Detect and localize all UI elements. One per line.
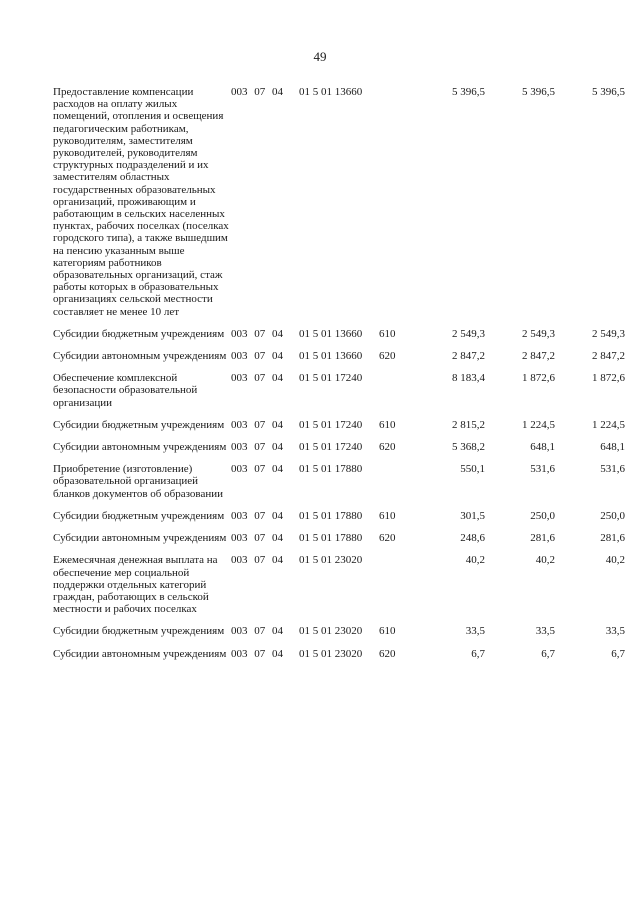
row-name: Субсидии бюджетным учреждениям: [53, 327, 225, 340]
row-target-article: 01 5 01 23020: [299, 647, 363, 660]
row-expense-type: [379, 86, 415, 328]
row-value-year2: 2 847,2: [522, 350, 555, 363]
row-value-year1: 2 815,2: [452, 418, 485, 431]
row-value-year2: 250,0: [530, 509, 555, 522]
row-value-year1: 550,1: [460, 463, 485, 476]
row-value-year1: 40,2: [465, 554, 485, 567]
row-code: 003 07 04: [231, 463, 283, 476]
row-value-year1: 33,5: [465, 625, 485, 638]
row-code: 003 07 04: [231, 647, 283, 660]
row-value-year3: 2 847,2: [592, 350, 625, 363]
table-row: [53, 625, 625, 647]
table-row: [53, 532, 625, 554]
row-value-year3: 1 224,5: [592, 418, 625, 431]
row-expense-type: 620: [379, 350, 396, 363]
row-value-year1: 5 368,2: [452, 441, 485, 454]
table-row: [53, 441, 625, 463]
row-value-year3: 6,7: [611, 647, 625, 660]
row-value-year1: 5 396,5: [452, 86, 485, 98]
table-row: [53, 350, 625, 372]
row-code: 003 07 04: [231, 350, 283, 363]
table-row: [53, 648, 625, 670]
row-code: 003 07 04: [231, 509, 283, 522]
row-target-article: 01 5 01 23020: [299, 554, 363, 567]
row-code: 003 07 04: [231, 554, 283, 567]
row-target-article: 01 5 01 17240: [299, 441, 363, 454]
row-expense-type: 610: [379, 418, 396, 431]
row-code: 003 07 04: [231, 327, 283, 340]
row-code: 003 07 04: [231, 86, 283, 98]
row-target-article: 01 5 01 13660: [299, 327, 363, 340]
row-value-year3: 2 549,3: [592, 327, 625, 340]
row-expense-type: [379, 463, 415, 510]
row-value-year2: 531,6: [530, 463, 555, 476]
row-name: Субсидии автономным учреждениям: [53, 532, 227, 545]
row-expense-type: 620: [379, 647, 396, 660]
page-number: 49: [313, 49, 327, 64]
row-code: 003 07 04: [231, 418, 283, 431]
table-row: [53, 419, 625, 441]
row-value-year2: 2 549,3: [522, 327, 555, 340]
row-name: Приобретение (изготовление) образовательной организацией бланков документов об образовании: [53, 463, 223, 500]
row-target-article: 01 5 01 13660: [299, 86, 363, 98]
table-row: [53, 328, 625, 350]
row-expense-type: 610: [379, 509, 396, 522]
row-value-year1: 2 847,2: [452, 350, 485, 363]
row-value-year2: 648,1: [530, 441, 555, 454]
row-value-year1: 248,6: [460, 532, 485, 545]
table-row: [53, 510, 625, 532]
row-name: Субсидии бюджетным учреждениям: [53, 418, 225, 431]
row-name: Предоставление компенсации расходов на оплату жилых помещений, отопления и освещения педагогическим работникам, руководителям, заместителям руководителей, руководителям структурных подразделений и их заместителям областных государственных образовательных организаций, проживающим и работающим в сельских населенных пунктах, рабочих поселках (поселках городского типа), а также вышедшим на пенсию указанным выше категориям работников образовательных организаций, стаж работы которых в образовательных организациях сельской местности составляет не менее 10 лет: [53, 86, 229, 318]
row-expense-type: [379, 554, 415, 625]
row-target-article: 01 5 01 17240: [299, 372, 363, 385]
table-row: [53, 86, 625, 328]
row-expense-type: 620: [379, 441, 396, 454]
row-name: Субсидии автономным учреждениям: [53, 350, 227, 363]
row-value-year2: 5 396,5: [522, 86, 555, 98]
row-value-year2: 1 224,5: [522, 418, 555, 431]
row-name: Субсидии бюджетным учреждениям: [53, 625, 225, 638]
row-code: 003 07 04: [231, 625, 283, 638]
row-value-year3: 531,6: [600, 463, 625, 476]
row-expense-type: [379, 372, 415, 419]
row-value-year3: 250,0: [600, 509, 625, 522]
row-value-year3: 648,1: [600, 441, 625, 454]
row-value-year1: 6,7: [471, 647, 485, 660]
row-value-year2: 40,2: [535, 554, 555, 567]
table-row: [53, 554, 625, 625]
row-name: Субсидии автономным учреждениям: [53, 647, 227, 660]
row-code: 003 07 04: [231, 532, 283, 545]
row-expense-type: 610: [379, 327, 396, 340]
row-name: Субсидии бюджетным учреждениям: [53, 509, 225, 522]
row-name: Ежемесячная денежная выплата на обеспечение мер социальной поддержки отдельных категорий граждан, работающих в сельской местности и рабочих поселках: [53, 554, 218, 616]
row-value-year3: 1 872,6: [592, 372, 625, 385]
table-row: [53, 372, 625, 419]
row-expense-type: 620: [379, 532, 396, 545]
row-value-year1: 301,5: [460, 509, 485, 522]
row-value-year3: 5 396,5: [592, 86, 625, 98]
row-code: 003 07 04: [231, 372, 283, 385]
row-value-year2: 281,6: [530, 532, 555, 545]
row-target-article: 01 5 01 23020: [299, 625, 363, 638]
row-value-year2: 33,5: [535, 625, 555, 638]
row-target-article: 01 5 01 17240: [299, 418, 363, 431]
row-value-year2: 6,7: [541, 647, 555, 660]
row-value-year3: 281,6: [600, 532, 625, 545]
row-name: Обеспечение комплексной безопасности образовательной организации: [53, 372, 198, 409]
row-expense-type: 610: [379, 625, 396, 638]
table-row: [53, 463, 625, 510]
row-name: Субсидии автономным учреждениям: [53, 441, 227, 454]
row-target-article: 01 5 01 17880: [299, 532, 363, 545]
row-target-article: 01 5 01 17880: [299, 509, 363, 522]
row-value-year2: 1 872,6: [522, 372, 555, 385]
row-target-article: 01 5 01 13660: [299, 350, 363, 363]
row-value-year3: 40,2: [605, 554, 625, 567]
row-value-year1: 8 183,4: [452, 372, 485, 385]
row-value-year1: 2 549,3: [452, 327, 485, 340]
row-target-article: 01 5 01 17880: [299, 463, 363, 476]
budget-table: [53, 86, 625, 670]
row-code: 003 07 04: [231, 441, 283, 454]
row-value-year3: 33,5: [605, 625, 625, 638]
